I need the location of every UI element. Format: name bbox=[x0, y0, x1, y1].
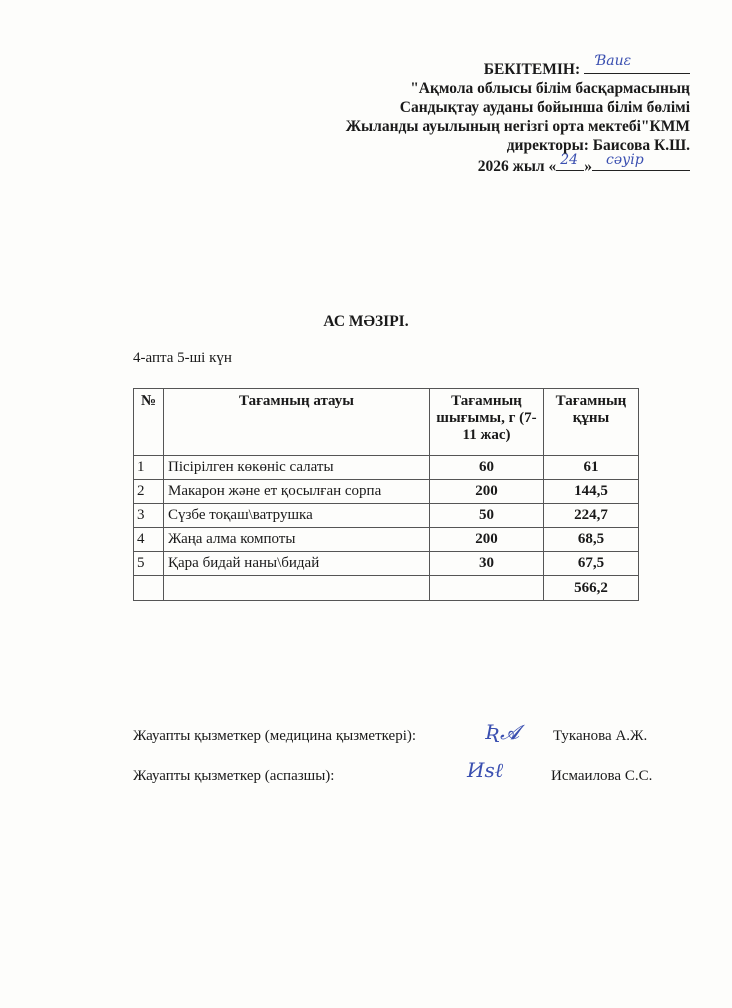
header-num: № bbox=[134, 389, 164, 456]
date-month: сәуір bbox=[606, 152, 644, 168]
row-num: 2 bbox=[134, 480, 164, 504]
row-name: Пісірілген көкөніс салаты bbox=[164, 456, 430, 480]
row-name: Сүзбе тоқаш\ватрушка bbox=[164, 504, 430, 528]
date-month-field bbox=[592, 152, 690, 171]
table-header-row bbox=[134, 389, 639, 456]
total-price: 566,2 bbox=[544, 576, 639, 601]
table-row bbox=[134, 456, 639, 480]
approval-line-4: директоры: Баисова К.Ш. bbox=[506, 137, 690, 154]
date-mid: » bbox=[584, 158, 592, 175]
responsible-cook-label: Жауапты қызметкер (аспазшы): bbox=[133, 768, 335, 784]
row-name: Жаңа алма компоты bbox=[164, 528, 430, 552]
table-row bbox=[134, 528, 639, 552]
row-weight: 50 bbox=[430, 504, 544, 528]
approval-block bbox=[345, 53, 690, 176]
approval-heading-line bbox=[346, 53, 690, 79]
table-row bbox=[134, 552, 639, 576]
responsible-medical-name: Туканова А.Ж. bbox=[553, 728, 648, 744]
page-subtitle: 4-апта 5-ші күн bbox=[133, 350, 232, 366]
date-day: 24 bbox=[560, 152, 579, 168]
responsible-medical-label: Жауапты қызметкер (медицина қызметкері): bbox=[133, 728, 417, 744]
header-weight: Тағамның шығымы, г (7-11 жас) bbox=[430, 389, 544, 456]
row-price: 61 bbox=[544, 456, 639, 480]
total-empty-2 bbox=[164, 576, 430, 601]
table-total-row bbox=[134, 576, 639, 601]
approval-line-1: "Ақмола облысы білім басқармасының bbox=[410, 80, 690, 97]
row-weight: 60 bbox=[430, 456, 544, 480]
header-price: Тағамның құны bbox=[544, 389, 639, 456]
approval-heading: БЕКІТЕМІН: bbox=[483, 61, 581, 78]
date-day-field bbox=[556, 152, 584, 171]
total-empty-1 bbox=[134, 576, 164, 601]
row-weight: 30 bbox=[430, 552, 544, 576]
row-price: 144,5 bbox=[544, 480, 639, 504]
medical-signature: Ʀ𝓐 bbox=[485, 720, 520, 744]
director-signature-scribble: Ɓаиɛ bbox=[596, 53, 632, 69]
row-num: 4 bbox=[134, 528, 164, 552]
page-title: АС МӘЗІРІ. bbox=[323, 313, 409, 330]
total-empty-3 bbox=[430, 576, 544, 601]
cook-signature: Иѕℓ bbox=[467, 758, 504, 782]
row-name: Макарон және ет қосылған сорпа bbox=[164, 480, 430, 504]
row-num: 1 bbox=[134, 456, 164, 480]
row-num: 5 bbox=[134, 552, 164, 576]
row-price: 224,7 bbox=[544, 504, 639, 528]
approval-date bbox=[346, 152, 690, 176]
director-signature bbox=[584, 53, 690, 74]
approval-line-2: Сандықтау ауданы бойынша білім бөлімі bbox=[399, 99, 690, 116]
responsible-cook-name: Исмаилова С.С. bbox=[551, 768, 653, 784]
table-row bbox=[134, 504, 639, 528]
row-num: 3 bbox=[134, 504, 164, 528]
row-price: 68,5 bbox=[544, 528, 639, 552]
table-row bbox=[134, 480, 639, 504]
row-weight: 200 bbox=[430, 480, 544, 504]
row-weight: 200 bbox=[430, 528, 544, 552]
date-prefix: 2026 жыл « bbox=[477, 158, 557, 175]
row-price: 67,5 bbox=[544, 552, 639, 576]
approval-line-3: Жыланды ауылының негізгі орта мектебі"КММ bbox=[345, 118, 690, 135]
header-name: Тағамның атауы bbox=[164, 389, 430, 456]
row-name: Қара бидай наны\бидай bbox=[164, 552, 430, 576]
menu-table bbox=[133, 388, 639, 601]
